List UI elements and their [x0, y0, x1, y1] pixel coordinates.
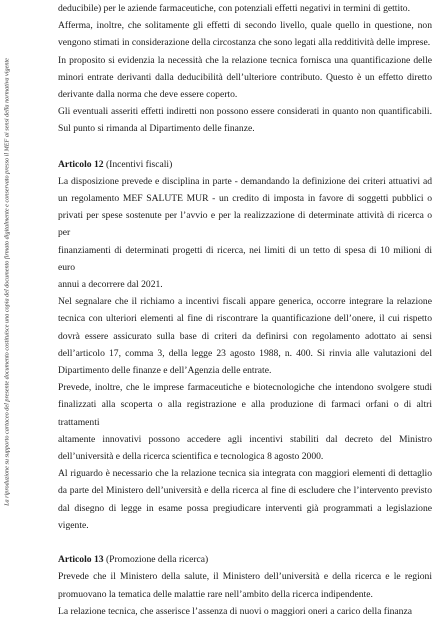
text-line: In proposito si evidenzia la necessità che la relazione tecnica fornisca una quantificazione delle: [58, 54, 432, 66]
text-line: Nel segnalare che il richiamo a incentivi fiscali appare generica, occorre integrare la relazione: [58, 296, 432, 308]
text-line: La relazione tecnica, che asserisce l’assenza di nuovi o maggiori oneri a carico della finanza: [58, 605, 412, 617]
text-line: deducibile) per le aziende farmaceutiche, con potenziali effetti negativi in termini di gettito.: [58, 3, 410, 14]
text-line: Prevede che il Ministero della salute, il Ministero dell’università e della ricerca e le regioni: [58, 571, 432, 583]
text-line: annui a decorrere dal 2021.: [58, 279, 163, 291]
article-12-body: [58, 173, 432, 534]
text-line: un regolamento MEF SALUTE MUR - un credito di imposta in favore di soggetti pubblici o: [58, 193, 432, 205]
margin-note: [0, 0, 14, 563]
text-line: vigente.: [58, 519, 89, 531]
article-13-number: Articolo 13: [58, 554, 104, 566]
text-line: vengono stimati in considerazione della circostanza che sono legati alla redditività delle imprese.: [58, 37, 431, 49]
text-line: Al riguardo è necessario che la relazione tecnica sia integrata con maggiori elementi di dettaglio: [58, 468, 432, 480]
article-13-heading: [58, 551, 432, 568]
text-line: derivante dalla norma che deve essere coperto.: [58, 89, 238, 101]
article-12-heading: [58, 156, 432, 173]
text-line: Gli eventuali asseriti effetti indiretti non possono essere considerati in quanto non quantificabili.: [58, 106, 432, 118]
text-line: dal disegno di legge in esame possa pregiudicare interventi già programmati a legislazione: [58, 502, 432, 514]
paragraph: [58, 103, 432, 137]
text-line: Afferma, inoltre, che solitamente gli effetti di secondo livello, quale quello in questione, non: [58, 20, 432, 32]
top-section: [58, 0, 432, 138]
paragraph: [58, 465, 432, 534]
paragraph: [58, 568, 432, 602]
text-line: La disposizione prevede e disciplina in parte - demandando la definizione dei criteri attuativi ad: [58, 175, 432, 187]
paragraph: [58, 173, 432, 293]
article-13-title: (Promozione della ricerca): [103, 554, 209, 566]
paragraph: [58, 0, 432, 17]
article-13-body: [58, 568, 432, 620]
text-line: Prevede, inoltre, che le imprese farmaceutiche e biotecnologiche che intendono svolgere studi: [58, 382, 432, 394]
text-line: Dipartimento delle finanze e dell’Agenzia delle entrate.: [58, 365, 272, 377]
article-12-title: (Incentivi fiscali): [103, 158, 173, 170]
text-line: minori entrate derivanti dalla deducibilità dell’ulteriore contributo. Questo è un effetto diretto: [58, 71, 432, 83]
text-line: da parte del Ministero dell’università e della ricerca al fine di escludere che l’intervento previsto: [58, 485, 432, 497]
text-line: dovrà essere assicurato sulla base di criteri da definirsi con regolamento adottato ai sensi: [58, 330, 432, 342]
text-line: dell’articolo 17, comma 3, della legge 23 agosto 1988, n. 400. Si rinvia alle valutazioni del: [58, 347, 432, 359]
paragraph: [58, 379, 432, 465]
text-line: privati per spese sostenute per l’avvio e per la realizzazione di determinate attività di ricerca o per: [58, 210, 432, 239]
text-line: tecnica con ulteriori elementi al fine di riscontrare la quantificazione dell’onere, il cui rispetto: [58, 313, 432, 325]
text-line: altamente innovativi possono accedere agli incentivi stabiliti dal decreto del Ministro: [58, 433, 432, 445]
text-line: dell’università e della ricerca scientifica e tecnologica 8 agosto 2000.: [58, 451, 324, 463]
paragraph: [58, 17, 432, 51]
paragraph: [58, 603, 432, 620]
text-line: finalizzati alla scoperta o alla registrazione e alla produzione di farmaci orfani o di altri trattamenti: [58, 399, 432, 428]
text-line: Sul punto si rimanda al Dipartimento delle finanze.: [58, 123, 255, 135]
margin-note-text: La riproduzione su supporto cartaceo del presente documento costituisce una copia del documento firmato digitalmente e conservato presso il MEF ai sensi della normativa vigente: [3, 58, 11, 506]
document-page: [58, 0, 432, 620]
paragraph: [58, 293, 432, 379]
text-line: promuovano la tematica delle malattie rare nell’ambito della ricerca indipendente.: [58, 588, 373, 600]
text-line: finanziamenti di determinati progetti di ricerca, nei limiti di un tetto di spesa di 10 milioni di euro: [58, 244, 432, 273]
article-12-number: Articolo 12: [58, 158, 104, 170]
paragraph: [58, 52, 432, 104]
